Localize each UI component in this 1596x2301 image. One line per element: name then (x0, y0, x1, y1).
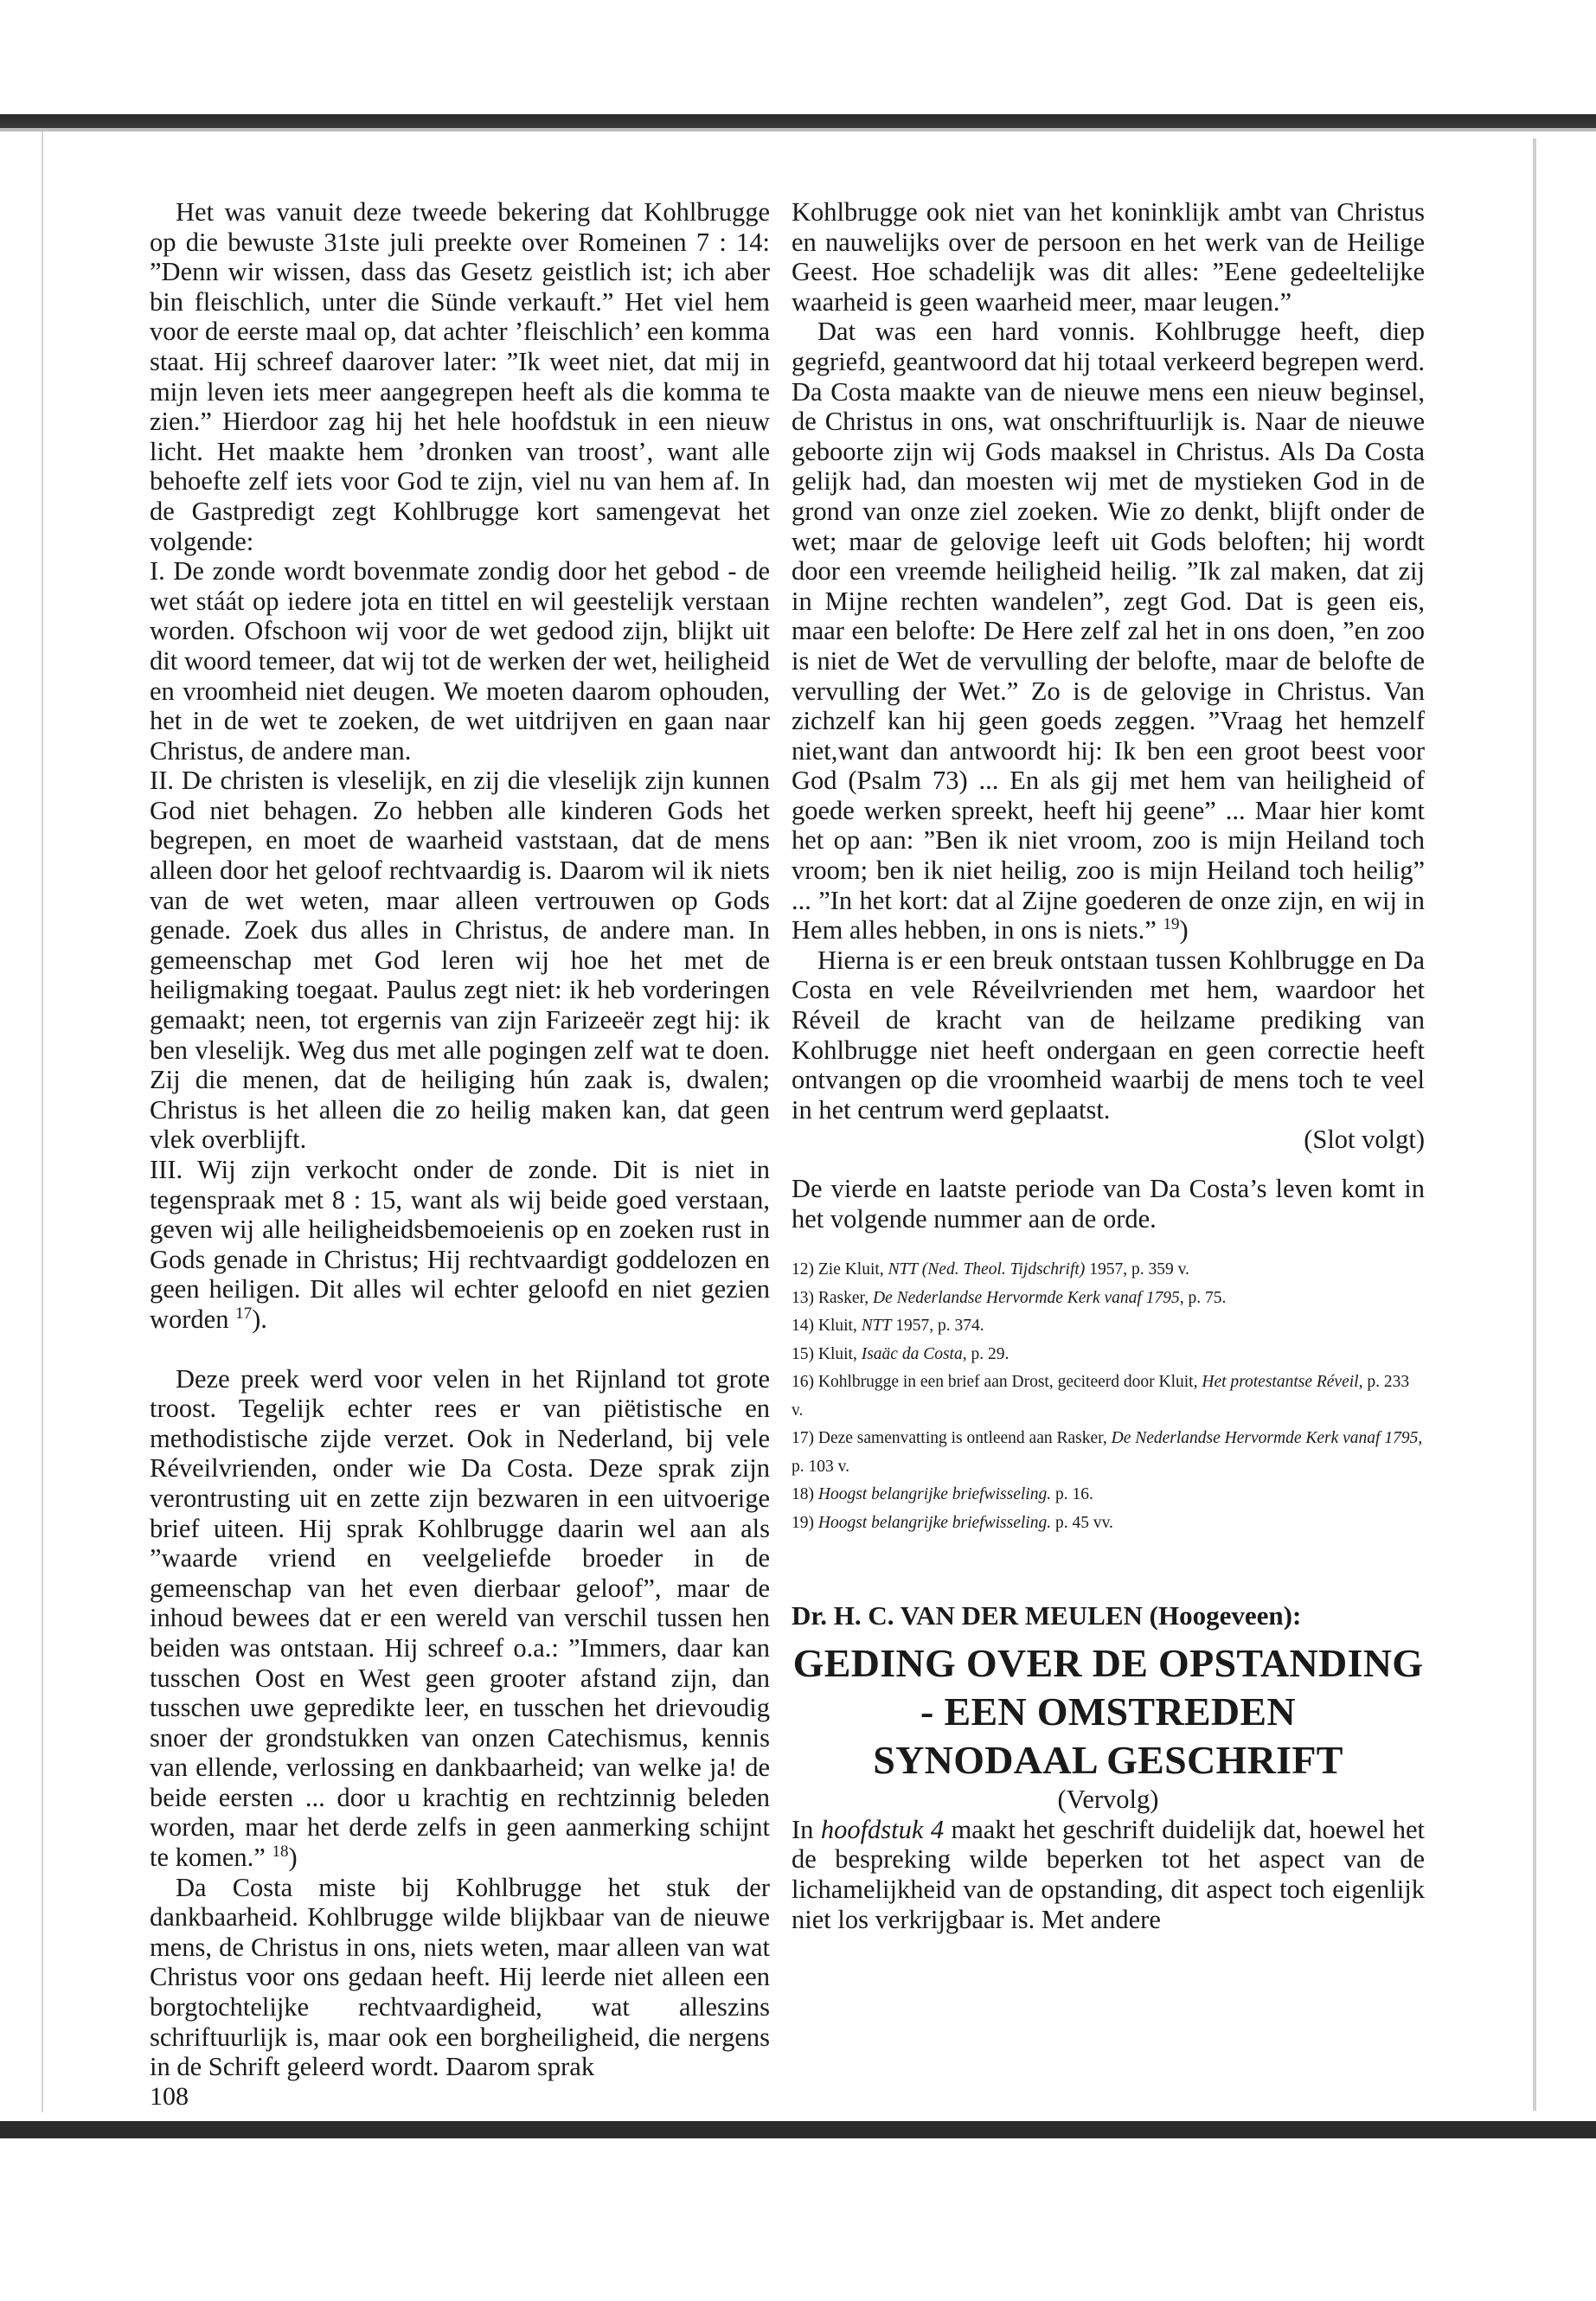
footnotes (792, 1256, 1425, 1537)
article-title (792, 1639, 1425, 1785)
paragraph (150, 1364, 770, 1873)
paragraph: Hierna is er een breuk ontstaan tussen Kohlbrugge en Da Costa en vele Réveilvrienden met hem, waardoor het Réveil de kracht van de heilzame prediking van Kohlbrugge niet heeft ondergaan en geen correctie heeft ontvangen op die vroomheid waarbij de mens toch te veel in het centrum werd geplaatst. (792, 945, 1425, 1125)
footnote: 13) Rasker, De Nederlandse Hervormde Kerk vanaf 1795, p. 75. (792, 1288, 1227, 1307)
article-title-line: - EEN OMSTREDEN (920, 1689, 1296, 1734)
page-number: 108 (150, 2081, 189, 2111)
paragraph: Het was vanuit deze tweede bekering dat Kohlbrugge op die bewuste 31ste juli preekte over Romeinen 7 : 14: ”Denn wir wissen, dass das Gesetz geistlich ist; ich aber bin fleischlich, unter die Sünde verkauft.” Het viel hem voor de eerste maal op, dat achter ’fleischlich’ een komma staat. Hij schreef daarover later: ”Ik weet niet, dat mij in mijn leven iets meer aangegrepen heeft als die komma te zien.” Hierdoor zag hij het hele hoofdstuk in een nieuw licht. Het maakte hem ’dronken van troost’, want alle behoefte zelf iets voor God te zijn, viel nu van hem af. In de Gastpredigt zegt Kohlbrugge kort samengevat het volgende: (150, 197, 770, 556)
vervolg-label: (Vervolg) (1057, 1785, 1159, 1815)
right-column (792, 197, 1425, 1934)
paragraph: I. De zonde wordt bovenmate zondig door het gebod - de wet stáát op iedere jota en tittel en wil geestelijk verstaan worden. Ofschoon wij voor de wet gedood zijn, blijkt uit dit woord temeer, dat wij tot de werken der wet, heiligheid en vroomheid niet deugen. We moeten daarom ophouden, het in de wet te zoeken, de wet uitdrijven en gaan naar Christus, de andere man. (150, 556, 770, 766)
article-title-line: GEDING OVER DE OPSTANDING (792, 1641, 1424, 1686)
slot-volgt: (Slot volgt) (1304, 1125, 1425, 1155)
left-column (150, 197, 770, 2112)
footnote-ref-close: ) (1179, 915, 1189, 945)
footnote: 15) Kluit, Isaäc da Costa, p. 29. (792, 1344, 1010, 1363)
paragraph-gap (150, 1335, 770, 1364)
paragraph: Kohlbrugge ook niet van het koninklijk ambt van Christus en nauwelijks over de persoon en het werk van de Heilige Geest. Hoe schadelijk was dit alles: ”Eene gedeeltelijke waarheid is geen waarheid meer, maar leugen.” (792, 197, 1425, 317)
paragraph: Da Costa miste bij Kohlbrugge het stuk der dankbaarheid. Kohlbrugge wilde blijkbaar van de nieuwe mens, de Christus in ons, niets weten, maar alleen van wat Christus voor ons gedaan heeft. Hij leerde niet alleen een borgtochtelijke rechtvaardigheid, wat alleszins schriftuurlijk is, maar ook een borgheiligheid, die nergens in de Schrift geleerd wordt. Daarom sprak (150, 1872, 770, 2082)
top-border (0, 114, 1596, 128)
paragraph-gap (792, 1155, 1425, 1174)
page-edge (1533, 138, 1536, 2111)
paragraph: De vierde en laatste periode van Da Costa’s leven komt in het volgende nummer aan de orde. (792, 1174, 1425, 1234)
footnote-ref: 18 (272, 1843, 289, 1862)
footnote: 16) Kohlbrugge in een brief aan Drost, geciteerd door Kluit, Het protestantse Réveil, p. 233 v. (792, 1373, 1410, 1420)
bottom-border (0, 2121, 1596, 2138)
footnote-ref: 17 (235, 1304, 253, 1323)
footnote: 18) Hoogst belangrijke briefwisseling. p. 16. (792, 1485, 1093, 1504)
paragraph: In hoofdstuk 4 maakt het geschrift duidelijk dat, hoewel het de bespreking wilde beperken tot het aspect van de lichamelijkheid van de opstanding, dit aspect toch eigenlijk niet los verkrijgbaar is. Met andere (792, 1814, 1425, 1934)
paragraph-text: Deze preek werd voor velen in het Rijnland tot grote troost. Tegelijk echter rees er van piëtistische en methodistische zijde verzet. Ook in Nederland, bij vele Réveilvrienden, onder wie Da Costa. Deze sprak zijn verontrusting uit en zette zijn bezwaren in een uitvoerige brief uiteen. Hij sprak Kohlbrugge daarin wel aan als ”waarde vriend en veelgeliefde broeder in de gemeenschap van het even dierbaar geloof”, maar de inhoud bewees dat er een wereld van verschil tussen hen beiden was ontstaan. Hij schreef o.a.: ”Immers, daar kan tusschen Oost en West geen grooter afstand zijn, dan tusschen uwe gepredikte leer, en tusschen het drievoudig snoer der grondstukken van onzen Catechismus, kennis van ellende, verlossing en dankbaarheid; van welke ja! de beide eersten ... door u krachtig en rechtzinnig beleden worden, maar het derde zelfs in geen aanmerking schijnt te komen.” (150, 1363, 770, 1873)
article-author: Dr. H. C. VAN DER MEULEN (Hoogeveen): (792, 1600, 1302, 1631)
footnote: 14) Kluit, NTT 1957, p. 374. (792, 1317, 984, 1336)
paragraph (150, 1155, 770, 1335)
footnote: 12) Zie Kluit, NTT (Ned. Theol. Tijdschrift) 1957, p. 359 v. (792, 1260, 1189, 1279)
article-title-line: SYNODAAL GESCHRIFT (873, 1738, 1343, 1783)
footnote-ref-close: ) (288, 1843, 298, 1873)
paragraph (792, 317, 1425, 945)
paragraph-text: III. Wij zijn verkocht onder de zonde. Dit is niet in tegenspraak met 8 : 15, want als wij beide goed verstaan, geven wij alle heiligheidsbemoeienis op en zoeken rust in Gods genade in Christus; Hij rechtvaardigt goddelozen en geen heiligen. Dit alles wil echter geloofd en niet gezien worden (150, 1155, 770, 1334)
footnote: 19) Hoogst belangrijke briefwisseling. p. 45 vv. (792, 1513, 1113, 1532)
footnote-ref: 19 (1163, 915, 1180, 934)
footnote: 17) Deze samenvatting is ontleend aan Rasker, De Nederlandse Hervormde Kerk vanaf 1795, p. 103 v. (792, 1429, 1423, 1476)
footnote-ref-close: ). (252, 1304, 267, 1334)
paragraph: II. De christen is vleselijk, en zij die vleselijk zijn kunnen God niet behagen. Zo hebben alle kinderen Gods het begrepen, en moet de waarheid vaststaan, dat de mens alleen door het geloof rechtvaardig is. Daarom wil ik niets van de wet weten, maar alleen vertrouwen op Gods genade. Zoek dus alles in Christus, de andere man. In gemeenschap met God leren wij hoe het met de heiligmaking toegaat. Paulus zegt niet: ik heb vorderingen gemaakt; neen, tot ergernis van zijn Farizeeër zegt hij: ik ben vleselijk. Weg dus met alle pogingen zelf wat te doen. Zij die menen, dat de heiliging hún zaak is, dwalen; Christus is het alleen die zo heilig maken kan, dat geen vlek overblijft. (150, 766, 770, 1155)
paragraph-text: Dat was een hard vonnis. Kohlbrugge heeft, diep gegriefd, geantwoord dat hij totaal verkeerd begrepen werd. Da Costa maakte van de nieuwe mens een nieuw beginsel, de Christus in ons, wat onschriftuurlijk is. Naar de nieuwe geboorte zijn wij Gods maaksel in Christus. Als Da Costa gelijk had, dan moesten wij met de mystieken God in de grond van onze ziel zoeken. Wie zo denkt, blijft onder de wet; maar de gelovige leeft uit Gods beloften; hij wordt door een vreemde heiligheid heilig. ”Ik zal maken, dat zij in Mijne rechten wandelen”, zegt God. Dat is geen eis, maar een belofte: De Here zelf zal het in ons doen, ”en zoo is niet de Wet de vervulling der belofte, maar de belofte de vervulling der Wet.” Zo is de gelovige in Christus. Van zichzelf kan hij geen goeds zeggen. ”Vraag het hemzelf niet,want dan antwoordt hij: Ik ben een groot beest voor God (Psalm 73) ... En als gij met hem van heiligheid of goede werken spreekt, heeft hij geene” ... Maar hier komt het op aan: ”Ben ik niet vroom, zoo is mijn Heiland toch vroom; ben ik niet heilig, zoo is mijn Heiland toch heilig” ... ”In het kort: dat al Zijne goederen de onze zijn, en wij in Hem alles hebben, in ons is niets.” (792, 317, 1425, 945)
